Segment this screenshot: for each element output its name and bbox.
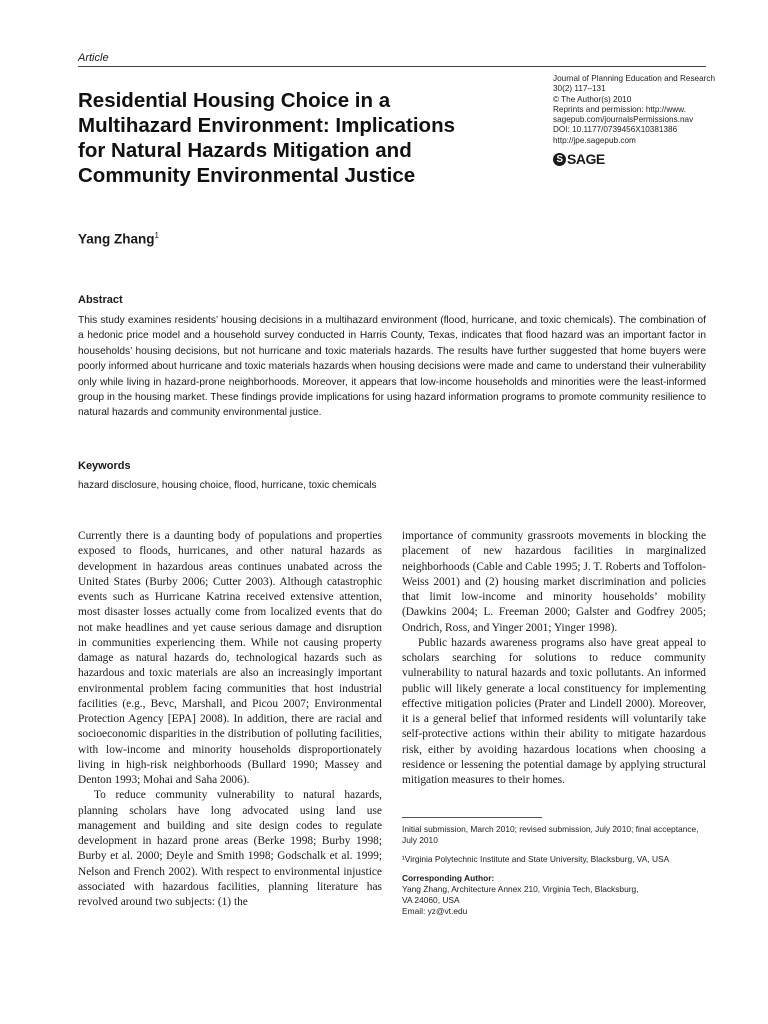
title-line: Residential Housing Choice in a: [78, 89, 391, 112]
body-paragraph: Public hazards awareness programs also have great appeal to scholars searching for solutions to reduce community vulnerability to natural hazards and toxic pollutants. An informed public will likely generate a local constituency for implementing effective mitigation policies (Prater and Lindell 2000). Moreover, it is a general belief that informed residents will voluntarily take self-protective actions within their ability to mitigate hazardous risk, either by avoiding hazardous locations when choosing a residence or lessening the potential damage by applying structural mitigation measures to their homes.: [402, 636, 706, 786]
article-title: [78, 88, 523, 188]
body-paragraph: To reduce community vulnerability to natural hazards, planning scholars have long advocated using land use management and building and site design codes to regulate development in hazard prone areas (Berke 1998; Burby 1998; Burby et al. 2000; Deyle and Smith 1998; Godschalk et al. 1999; Nelson and French 2002). With respect to environmental injustice associated with hazardous facilities, planning literature has revolved around two subjects: (1) the: [78, 789, 382, 908]
body-column-left: [78, 529, 382, 910]
journal-volume: 30(2) 117–131: [553, 84, 606, 94]
permissions-line: Reprints and permission: http://www.: [553, 104, 686, 114]
sage-mark-icon: S: [553, 153, 566, 166]
submission-history: Initial submission, March 2010; revised submission, July 2010; final acceptance, July 2010: [402, 824, 699, 845]
abstract-text: This study examines residents’ housing decisions in a multihazard environment (flood, hurricane, and toxic chemicals). The combination of a hedonic price model and a household survey conducted in Harris County, Texas, indicates that flood hazard was an important factor in households’ housing decisions, but not hurricane and toxic materials hazards. The results have further suggested that home buyers were poorly informed about hurricane and toxic materials hazards when housing decisions were made and came to understand their vulnerability only while living in hazard-prone neighborhoods. Moreover, it appears that low-income households and minorities were the least-informed group in the housing market. These findings provide implications for using hazard information programs to promote community resilience to natural hazards and community environmental justice.: [78, 315, 706, 419]
journal-info: [553, 74, 723, 146]
corresponding-address: Yang Zhang, Architecture Annex 210, Virginia Tech, Blacksburg,: [402, 884, 639, 894]
doi-line: DOI: 10.1177/0739456X10381386: [553, 125, 678, 135]
body-paragraph: Currently there is a daunting body of populations and properties exposed to floods, hurricanes, and other natural hazards as development in hazardous areas continues unabated across the United States (Burby 2006; Cutter 2003). Although catastrophic events such as Hurricane Katrina received extensive attention, most disaster losses actually come from localized events that do not make headlines and yet cause serious damage and disruption in communities experiencing them. While not causing property damage as natural hazards do, technological hazards such as hazardous and toxic materials are also an increasingly important environmental problem facing communities that host industrial facilities (e.g., Bevc, Marshall, and Picou 2007; Environmental Protection Agency [EPA] 2008). In addition, there are racial and socioeconomic disparities in the distribution of polluting facilities, with low-income and minority households disproportionately living in high-risk neighborhoods (Bullard 1990; Massey and Denton 1993; Mohai and Saha 2006).: [78, 530, 382, 786]
copyright-line: © The Author(s) 2010: [553, 94, 632, 104]
abstract-heading: Abstract: [78, 294, 123, 306]
corresponding-author-heading: Corresponding Author:: [402, 873, 495, 883]
sage-logo: [553, 151, 605, 167]
body-paragraph: importance of community grassroots movements in blocking the placement of new hazardous facilities in marginalized neighborhoods (Cable and Cable 1995; J. T. Roberts and Toffolon-Weiss 2001) and (2) housing market discrimination and policies that limit low-income and minority households’ mobility (Dawkins 2004; L. Freeman 2000; Galster and Godfrey 2005; Ondrich, Ross, and Yinger 2001; Yinger 1998).: [402, 530, 706, 634]
author-name-text: Yang Zhang: [78, 231, 155, 247]
title-line: Community Environmental Justice: [78, 164, 416, 187]
title-line: for Natural Hazards Mitigation and: [78, 139, 412, 162]
article-type-label: Article: [78, 52, 109, 64]
footnotes: [402, 824, 706, 917]
author-affiliation: ¹Virginia Polytechnic Institute and State University, Blacksburg, VA, USA: [402, 854, 670, 864]
header-divider: [78, 66, 706, 67]
permissions-url: sagepub.com/journalsPermissions.nav: [553, 115, 694, 125]
sage-logo-text: SAGE: [567, 151, 605, 167]
corresponding-address: VA 24060, USA: [402, 895, 460, 905]
journal-name: Journal of Planning Education and Research: [553, 74, 716, 83]
corresponding-email: Email: yz@vt.edu: [402, 906, 468, 916]
footnote-divider: [402, 817, 542, 818]
author-name: [78, 231, 159, 247]
affiliation-mark: 1: [154, 231, 159, 240]
body-column-right: [402, 529, 706, 788]
journal-url: http://jpe.sagepub.com: [553, 135, 636, 145]
keywords-text: hazard disclosure, housing choice, flood, hurricane, toxic chemicals: [78, 480, 377, 491]
title-line: Multihazard Environment: Implications: [78, 114, 456, 137]
keywords-heading: Keywords: [78, 460, 131, 472]
